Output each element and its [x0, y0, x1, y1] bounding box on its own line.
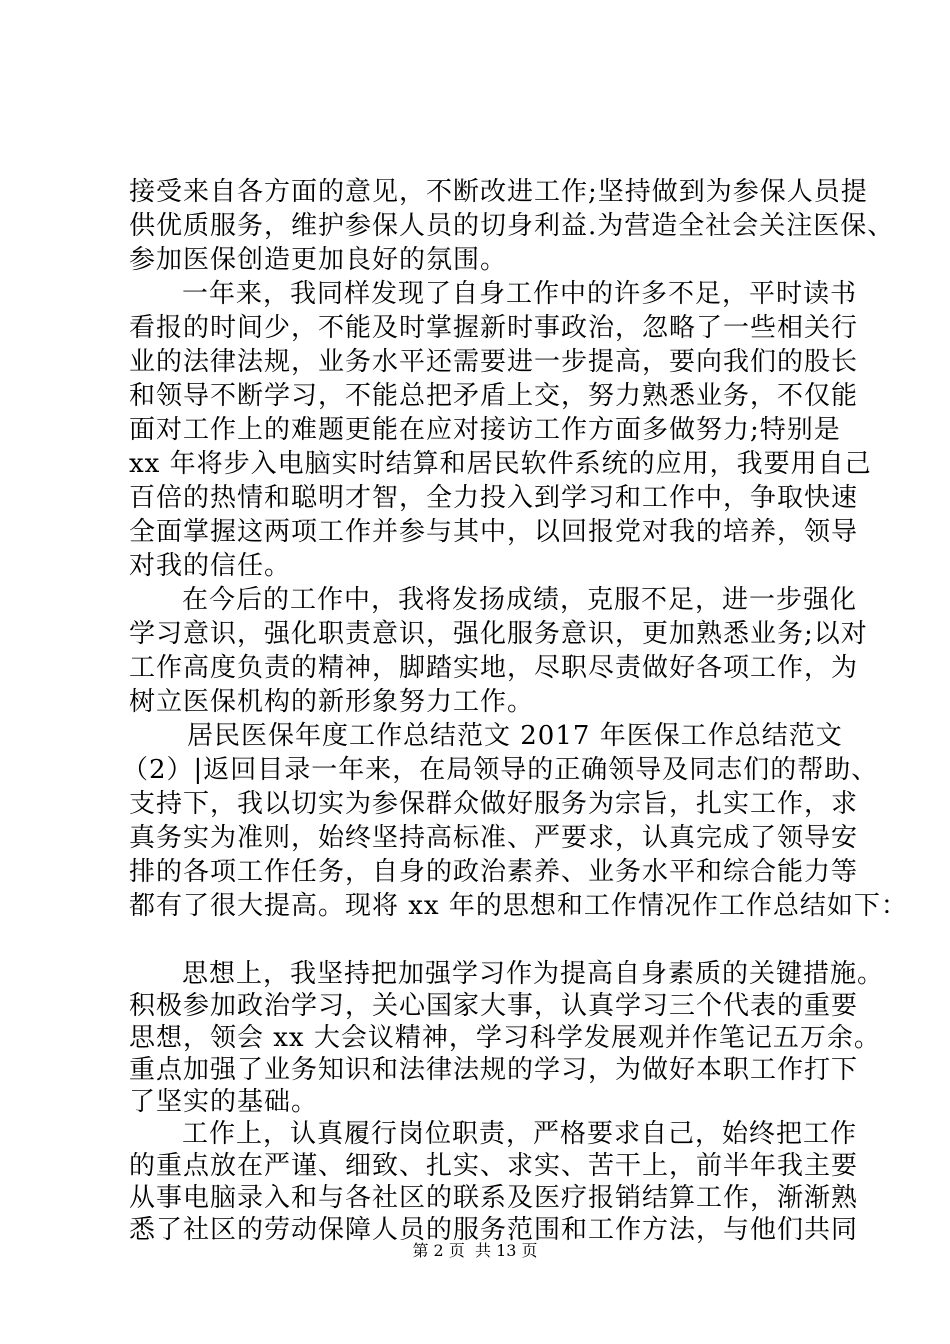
text-line: 面对工作上的难题更能在应对接访工作方面多做努力;特别是 — [129, 415, 841, 445]
text-line: 百倍的热情和聪明才智，全力投入到学习和工作中，争取快速 — [129, 483, 859, 513]
text-line: 对我的信任。 — [129, 551, 292, 581]
text-line: 工作上，认真履行岗位职责，严格要求自己，始终把工作 — [182, 1119, 858, 1149]
text-line: 重点加强了业务知识和法律法规的学习，为做好本职工作打下 — [129, 1055, 859, 1085]
section-heading: 居民医保年度工作总结范文 2017 年医保工作总结范文 — [187, 721, 843, 751]
text-line: 和领导不断学习，不能总把矛盾上交，努力熟悉业务，不仅能 — [129, 381, 859, 411]
text-line: 看报的时间少，不能及时掌握新时事政治，忽略了一些相关行 — [129, 313, 859, 343]
text-line: 从事电脑录入和与各社区的联系及医疗报销结算工作，渐渐熟 — [129, 1183, 859, 1213]
text-line: 的重点放在严谨、细致、扎实、求实、苦干上，前半年我主要 — [129, 1151, 859, 1181]
text-line: 思想上，我坚持把加强学习作为提高自身素质的关键措施。 — [182, 959, 885, 989]
text-line: 一年来，我同样发现了自身工作中的许多不足，平时读书 — [182, 279, 858, 309]
text-line: 排的各项工作任务，自身的政治素养、业务水平和综合能力等 — [129, 857, 859, 887]
text-line: xx 年将步入电脑实时结算和居民软件系统的应用，我要用自己 — [129, 449, 872, 479]
text-line: 全面掌握这两项工作并参与其中，以回报党对我的培养，领导 — [129, 517, 859, 547]
text-line: 思想，领会 xx 大会议精神，学习科学发展观并作笔记五万余。 — [129, 1023, 881, 1053]
text-line: 都有了很大提高。现将 xx 年的思想和工作情况作工作总结如下： — [129, 891, 908, 921]
text-line: 悉了社区的劳动保障人员的服务范围和工作方法，与他们共同 — [129, 1215, 859, 1245]
text-line: 供优质服务，维护参保人员的切身利益.为营造全社会关注医保、 — [129, 211, 895, 241]
page-footer: 第 2 页 共 13 页 — [412, 1241, 538, 1260]
text-line: 真务实为准则，始终坚持高标准、严要求，认真完成了领导安 — [129, 823, 859, 853]
text-line: 支持下，我以切实为参保群众做好服务为宗旨，扎实工作，求 — [129, 789, 859, 819]
text-line: 积极参加政治学习，关心国家大事，认真学习三个代表的重要 — [129, 991, 859, 1021]
text-line: 树立医保机构的新形象努力工作。 — [129, 687, 535, 717]
text-line: 工作高度负责的精神，脚踏实地，尽职尽责做好各项工作，为 — [129, 653, 859, 683]
text-line: 参加医保创造更加良好的氛围。 — [129, 245, 508, 275]
text-line: 学习意识，强化职责意识，强化服务意识，更加熟悉业务;以对 — [129, 619, 868, 649]
text-line: 业的法律法规，业务水平还需要进一步提高，要向我们的股长 — [129, 347, 859, 377]
text-line: 接受来自各方面的意见，不断改进工作;坚持做到为参保人员提 — [129, 177, 868, 207]
text-line: （2）|返回目录一年来，在局领导的正确领导及同志们的帮助、 — [122, 755, 879, 785]
text-line: 在今后的工作中，我将发扬成绩，克服不足，进一步强化 — [182, 585, 858, 615]
text-line: 了坚实的基础。 — [129, 1087, 319, 1117]
